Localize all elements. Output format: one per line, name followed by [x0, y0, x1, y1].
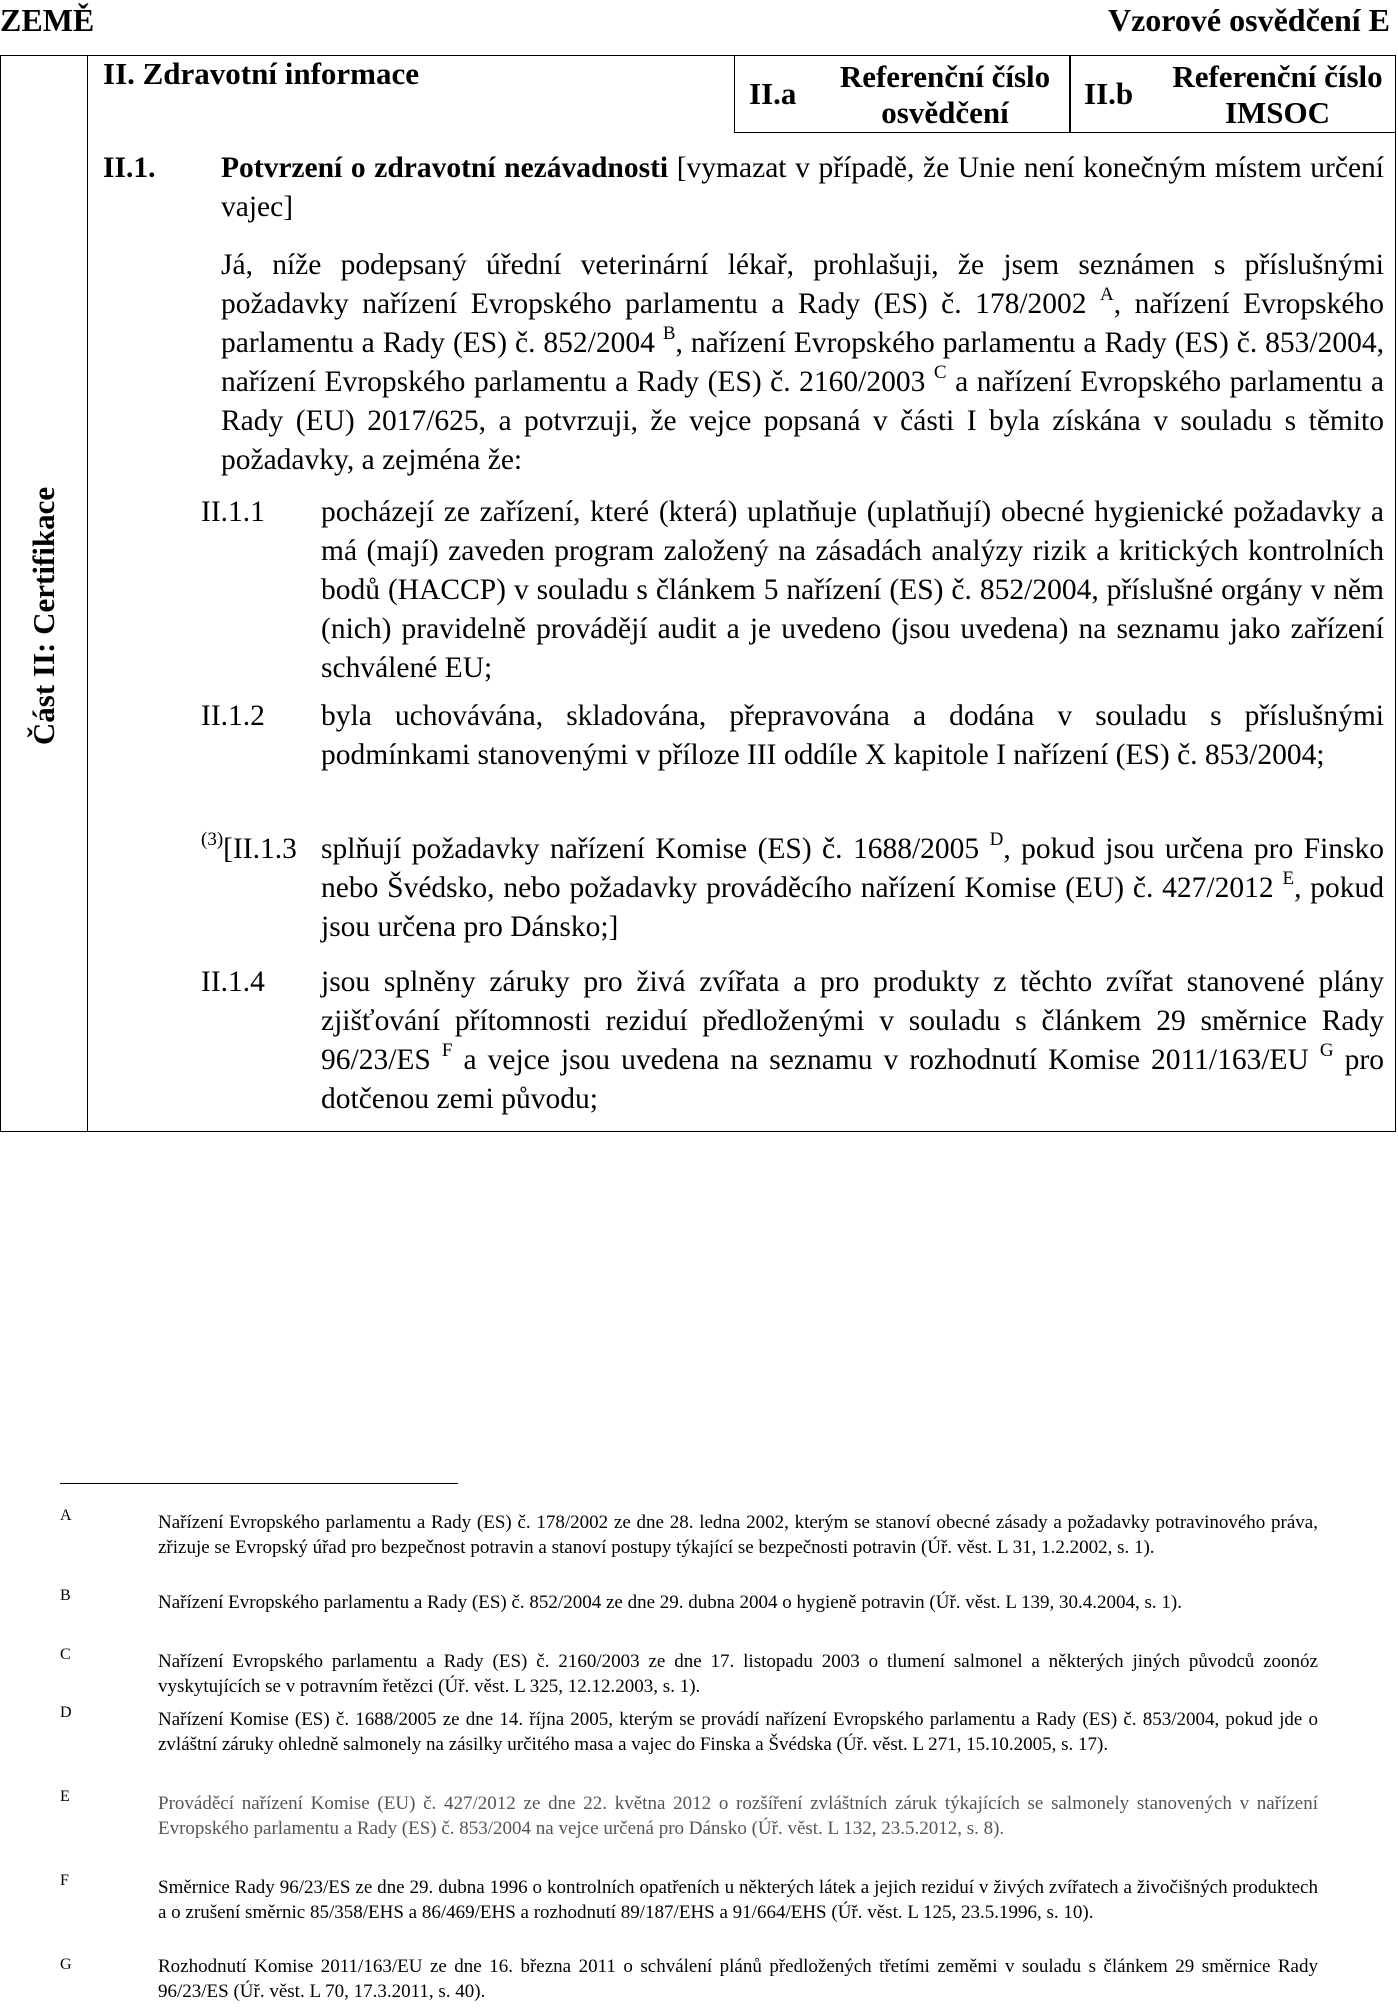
item-1-number: II.1.1: [201, 496, 265, 528]
reference-box-b: [1069, 55, 1396, 133]
footnote-ref-a: A: [1100, 284, 1114, 306]
ii1-heading-bold: Potvrzení o zdravotní nezávadnosti: [221, 152, 669, 184]
footnote-ref-g: G: [1319, 1040, 1334, 1062]
item-4-text-1: jsou splněny záruky pro živá zvířata a pro produkty z těchto zvířat stanovené plány zjišťování přítomnosti reziduí předloženými v souladu s článkem 29 směrnice Rady 96/23/ES: [321, 966, 1384, 1076]
certificate-model-header: Vzorové osvědčení E: [1107, 2, 1390, 38]
footnote-letter-g: G: [60, 1956, 72, 1973]
footnote-letter-b: B: [60, 1587, 71, 1604]
ii1-heading: [221, 149, 1384, 227]
footnote-c: Nařízení Evropského parlamentu a Rady (ES) č. 2160/2003 ze dne 17. listopadu 2003 o tlumení salmonel a některých jiných původců zoonóz vyskytujících se v potravním řetězci (Úř. věst. L 325, 12.12.2003, s. 1).: [158, 1651, 1318, 1697]
footnote-d: Nařízení Komise (ES) č. 1688/2005 ze dne 14. října 2005, kterým se provádí nařízení Evropského parlamentu a Rady (ES) č. 853/2004, pokud jde o zvláštní záruky ohledně salmonely na zásilky určitého masa a vajec do Finska a Švédska (Úř. věst. L 271, 15.10.2005, s. 17).: [158, 1709, 1318, 1755]
intro-text-1: Já, níže podepsaný úřední veterinární lékař, prohlašuji, že jsem seznámen s příslušnými požadavky nařízení Evropského parlamentu a Rady (ES) č. 178/2002: [221, 249, 1384, 320]
footnote-a: Nařízení Evropského parlamentu a Rady (ES) č. 178/2002 ze dne 28. ledna 2002, kterým se stanoví obecné zásady a požadavky potravinového práva, zřizuje se Evropský úřad pro bezpečnost potravin a stanoví postupy týkající se bezpečnosti potravin (Úř. věst. L 31, 1.2.2002, s. 1).: [158, 1512, 1318, 1558]
item-3-text-3: , pokud jsou určena pro Dánsko;]: [321, 872, 1385, 943]
item-3-text-2: , pokud jsou určena pro Finsko nebo Švédsko, nebo požadavky prováděcího nařízení Komise (EU) č. 427/2012: [321, 833, 1384, 904]
item-2-text: byla uchovávána, skladována, přepravována a dodána v souladu s příslušnými podmínkami stanovenými v příloze III oddíle X kapitole I nařízení (ES) č. 853/2004;: [321, 700, 1384, 771]
footnote-letter-d: D: [60, 1704, 72, 1721]
column-divider: [87, 56, 88, 1131]
intro-paragraph: [221, 246, 1384, 480]
box-b-code: II.b: [1084, 76, 1134, 111]
footnote-separator: [60, 1483, 458, 1484]
box-a-label: Referenční číslo osvědčení: [839, 59, 1051, 130]
item-4-text-3: pro dotčenou zemi původu;: [321, 1044, 1384, 1115]
item-3-text: [321, 830, 1384, 947]
footnote-ref-f: F: [441, 1040, 453, 1062]
footnote-letter-c: C: [60, 1646, 71, 1663]
side-label: Část II: Certifikace: [26, 486, 61, 746]
footnote-letter-e: E: [60, 1788, 70, 1805]
item-3-num-text: [II.1.3: [223, 833, 297, 865]
intro-text-4: a nařízení Evropského parlamentu a Rady (EU) 2017/625, a potvrzuji, že vejce popsaná v části I byla získána v souladu s těmito požadavky, a zejména že:: [221, 366, 1384, 476]
item-4-text: [321, 963, 1384, 1119]
footnote-ref-b: B: [662, 323, 676, 345]
box-b-label: Referenční číslo IMSOC: [1172, 59, 1383, 130]
ii1-number: II.1.: [103, 152, 156, 184]
item-3-text-1: splňují požadavky nařízení Komise (ES) č. 1688/2005: [321, 833, 990, 865]
footnote-letter-f: F: [60, 1872, 69, 1889]
footnote-ref-c: C: [933, 362, 947, 384]
item-4-text-2: a vejce jsou uvedena na seznamu v rozhodnutí Komise 2011/163/EU: [452, 1044, 1320, 1076]
box-a-code: II.a: [749, 76, 797, 111]
section-title: II. Zdravotní informace: [103, 56, 420, 91]
footnote-f: Směrnice Rady 96/23/ES ze dne 29. dubna 1996 o kontrolních opatřeních u některých látek a jejich reziduí v živých zvířatech a živočišných produktech a o zrušení směrnic 85/358/EHS a 86/469/EHS a rozhodnutí 89/187/EHS a 91/664/EHS (Úř. věst. L 125, 23.5.1996, s. 10).: [158, 1877, 1318, 1923]
reference-box-a: [734, 55, 1071, 133]
intro-text-3: , nařízení Evropského parlamentu a Rady (ES) č. 853/2004, nařízení Evropského parlamentu a Rady (ES) č. 2160/2003: [221, 327, 1384, 398]
item-3-note-ref: (3): [201, 829, 224, 851]
footnote-e: Prováděcí nařízení Komise (EU) č. 427/2012 ze dne 22. května 2012 o rozšíření zvláštních záruk týkajících se salmonely stanovených v nařízení Evropského parlamentu a Rady (ES) č. 853/2004 na vejce určená pro Dánsko (Úř. věst. L 132, 23.5.2012, s. 8).: [158, 1793, 1318, 1839]
intro-text-2: , nařízení Evropského parlamentu a Rady (ES) č. 852/2004: [221, 288, 1384, 359]
ii1-heading-rest: [vymazat v případě, že Unie není konečným místem určení vajec]: [221, 152, 1384, 223]
footnote-letter-a: A: [60, 1507, 72, 1524]
item-1-text: pocházejí ze zařízení, které (která) uplatňuje (uplatňují) obecné hygienické požadavky a má (mají) zaveden program založený na zásadách analýzy rizik a kritických kontrolních bodů (HACCP) v souladu s článkem 5 nařízení (ES) č. 852/2004, příslušné orgány v něm (nich) pravidelně provádějí audit a je uvedeno (jsou uvedena) na seznamu jako zařízení schválené EU;: [321, 496, 1384, 684]
side-label-cell: [1, 56, 87, 1131]
footnote-ref-d: D: [989, 829, 1004, 851]
footnote-ref-e: E: [1282, 868, 1295, 890]
footnote-b: Nařízení Evropského parlamentu a Rady (ES) č. 852/2004 ze dne 29. dubna 2004 o hygieně potravin (Úř. věst. L 139, 30.4.2004, s. 1).: [158, 1592, 1183, 1613]
item-3-number: [201, 830, 297, 869]
footnote-g: Rozhodnutí Komise 2011/163/EU ze dne 16. března 2011 o schválení plánů předložených třetími zeměmi v souladu s článkem 29 směrnice Rady 96/23/ES (Úř. věst. L 70, 17.3.2011, s. 40).: [158, 1956, 1318, 2002]
certification-frame: [0, 55, 1396, 1132]
item-2-number: II.1.2: [201, 700, 265, 732]
country-header: ZEMĚ: [0, 2, 95, 38]
item-4-number: II.1.4: [201, 966, 265, 998]
